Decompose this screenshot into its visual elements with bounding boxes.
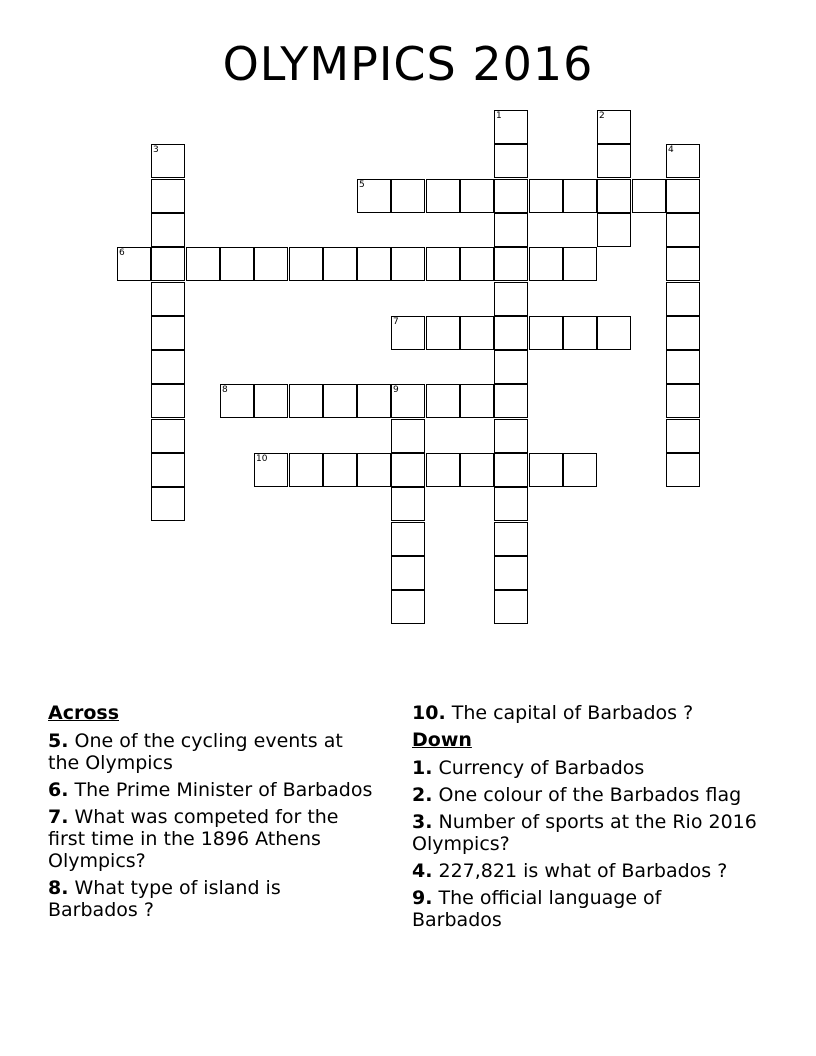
clue-text: The capital of Barbados ? [451, 702, 694, 724]
grid-cell[interactable] [323, 384, 357, 418]
cell-number: 5 [359, 180, 365, 190]
grid-cell[interactable] [391, 522, 425, 556]
clue-number: 9. [412, 887, 433, 909]
grid-cell[interactable] [151, 316, 185, 350]
grid-cell[interactable] [254, 453, 288, 487]
grid-cell[interactable] [151, 282, 185, 316]
grid-cell[interactable] [151, 384, 185, 418]
clue-down-2 [412, 784, 757, 806]
cell-number: 1 [496, 111, 502, 121]
grid-cell[interactable] [151, 419, 185, 453]
grid-cell[interactable] [666, 316, 700, 350]
grid-cell[interactable] [426, 247, 460, 281]
grid-cell[interactable] [666, 384, 700, 418]
grid-cell[interactable] [597, 213, 631, 247]
clue-number: 2. [412, 784, 433, 806]
grid-cell[interactable] [391, 419, 425, 453]
grid-cell[interactable] [460, 316, 494, 350]
grid-cell[interactable] [529, 316, 563, 350]
grid-cell[interactable] [494, 282, 528, 316]
grid-cell[interactable] [529, 247, 563, 281]
grid-cell[interactable] [666, 282, 700, 316]
grid-cell[interactable] [357, 384, 391, 418]
grid-cell[interactable] [563, 453, 597, 487]
grid-cell[interactable] [494, 556, 528, 590]
grid-cell[interactable] [151, 144, 185, 178]
grid-cell[interactable] [597, 144, 631, 178]
grid-cell[interactable] [494, 247, 528, 281]
clue-text: The Prime Minister of Barbados [74, 779, 373, 801]
clue-across-5 [48, 730, 373, 774]
clues-right-column [412, 702, 757, 936]
grid-cell[interactable] [391, 556, 425, 590]
grid-cell[interactable] [323, 247, 357, 281]
grid-cell[interactable] [426, 316, 460, 350]
clue-number: 10. [412, 702, 446, 724]
cell-number: 10 [256, 454, 268, 464]
grid-cell[interactable] [494, 110, 528, 144]
clue-text: 227,821 is what of Barbados ? [438, 860, 728, 882]
grid-cell[interactable] [289, 384, 323, 418]
cell-number: 9 [393, 385, 399, 395]
grid-cell[interactable] [666, 144, 700, 178]
grid-cell[interactable] [666, 213, 700, 247]
clue-number: 7. [48, 806, 69, 828]
grid-cell[interactable] [529, 179, 563, 213]
grid-cell[interactable] [632, 179, 666, 213]
grid-cell[interactable] [391, 179, 425, 213]
grid-cell[interactable] [151, 487, 185, 521]
grid-cell[interactable] [426, 179, 460, 213]
grid-cell[interactable] [494, 453, 528, 487]
grid-cell[interactable] [666, 247, 700, 281]
clue-down-3 [412, 811, 757, 855]
grid-cell[interactable] [666, 453, 700, 487]
grid-cell[interactable] [666, 179, 700, 213]
clue-number: 6. [48, 779, 69, 801]
grid-cell[interactable] [357, 179, 391, 213]
down-heading: Down [412, 729, 472, 751]
grid-cell[interactable] [494, 350, 528, 384]
grid-cell[interactable] [460, 453, 494, 487]
grid-cell[interactable] [254, 384, 288, 418]
grid-cell[interactable] [494, 419, 528, 453]
grid-cell[interactable] [220, 384, 254, 418]
clue-text: What was competed for the first time in the 1896 Athens Olympics? [48, 806, 339, 872]
grid-cell[interactable] [289, 247, 323, 281]
clue-text: Currency of Barbados [438, 757, 645, 779]
clues-left-column [48, 702, 373, 926]
grid-cell[interactable] [186, 247, 220, 281]
clue-across-8 [48, 877, 373, 921]
cell-number: 6 [119, 248, 125, 258]
grid-cell[interactable] [494, 590, 528, 624]
clue-text: Number of sports at the Rio 2016 Olympics? [412, 811, 757, 855]
grid-cell[interactable] [254, 247, 288, 281]
grid-cell[interactable] [391, 384, 425, 418]
grid-cell[interactable] [391, 453, 425, 487]
clue-text: The official language of Barbados [412, 887, 662, 931]
grid-cell[interactable] [151, 453, 185, 487]
grid-cell[interactable] [597, 110, 631, 144]
grid-cell[interactable] [563, 179, 597, 213]
grid-cell[interactable] [117, 247, 151, 281]
grid-cell[interactable] [391, 247, 425, 281]
clue-text: What type of island is Barbados ? [48, 877, 281, 921]
grid-cell[interactable] [597, 316, 631, 350]
grid-cell[interactable] [426, 453, 460, 487]
cell-number: 2 [599, 111, 605, 121]
grid-cell[interactable] [529, 453, 563, 487]
grid-cell[interactable] [357, 453, 391, 487]
across-heading: Across [48, 702, 120, 724]
grid-cell[interactable] [494, 144, 528, 178]
grid-cell[interactable] [597, 179, 631, 213]
grid-cell[interactable] [151, 213, 185, 247]
grid-cell[interactable] [494, 522, 528, 556]
grid-cell[interactable] [494, 384, 528, 418]
grid-cell[interactable] [426, 384, 460, 418]
grid-cell[interactable] [494, 316, 528, 350]
clue-across-10 [412, 702, 757, 724]
grid-cell[interactable] [220, 247, 254, 281]
grid-cell[interactable] [494, 487, 528, 521]
grid-cell[interactable] [151, 350, 185, 384]
grid-cell[interactable] [460, 247, 494, 281]
grid-cell[interactable] [391, 487, 425, 521]
clue-number: 8. [48, 877, 69, 899]
grid-cell[interactable] [391, 590, 425, 624]
clue-down-1 [412, 757, 757, 779]
grid-cell[interactable] [666, 350, 700, 384]
clue-text: One of the cycling events at the Olympics [48, 730, 343, 774]
grid-cell[interactable] [391, 316, 425, 350]
cell-number: 8 [222, 385, 228, 395]
clue-down-9 [412, 887, 757, 931]
puzzle-title: OLYMPICS 2016 [222, 37, 594, 91]
clue-across-7 [48, 806, 373, 872]
grid-cell[interactable] [460, 179, 494, 213]
grid-cell[interactable] [494, 179, 528, 213]
clue-number: 3. [412, 811, 433, 833]
cell-number: 7 [393, 317, 399, 327]
grid-cell[interactable] [563, 316, 597, 350]
grid-cell[interactable] [494, 213, 528, 247]
grid-cell[interactable] [460, 384, 494, 418]
grid-cell[interactable] [151, 247, 185, 281]
cell-number: 4 [668, 145, 674, 155]
grid-cell[interactable] [666, 419, 700, 453]
clue-number: 5. [48, 730, 69, 752]
grid-cell[interactable] [563, 247, 597, 281]
clue-down-4 [412, 860, 757, 882]
clue-text: One colour of the Barbados flag [438, 784, 742, 806]
clue-number: 4. [412, 860, 433, 882]
grid-cell[interactable] [289, 453, 323, 487]
cell-number: 3 [153, 145, 159, 155]
grid-cell[interactable] [323, 453, 357, 487]
clue-across-6 [48, 779, 373, 801]
clue-number: 1. [412, 757, 433, 779]
grid-cell[interactable] [357, 247, 391, 281]
grid-cell[interactable] [151, 179, 185, 213]
